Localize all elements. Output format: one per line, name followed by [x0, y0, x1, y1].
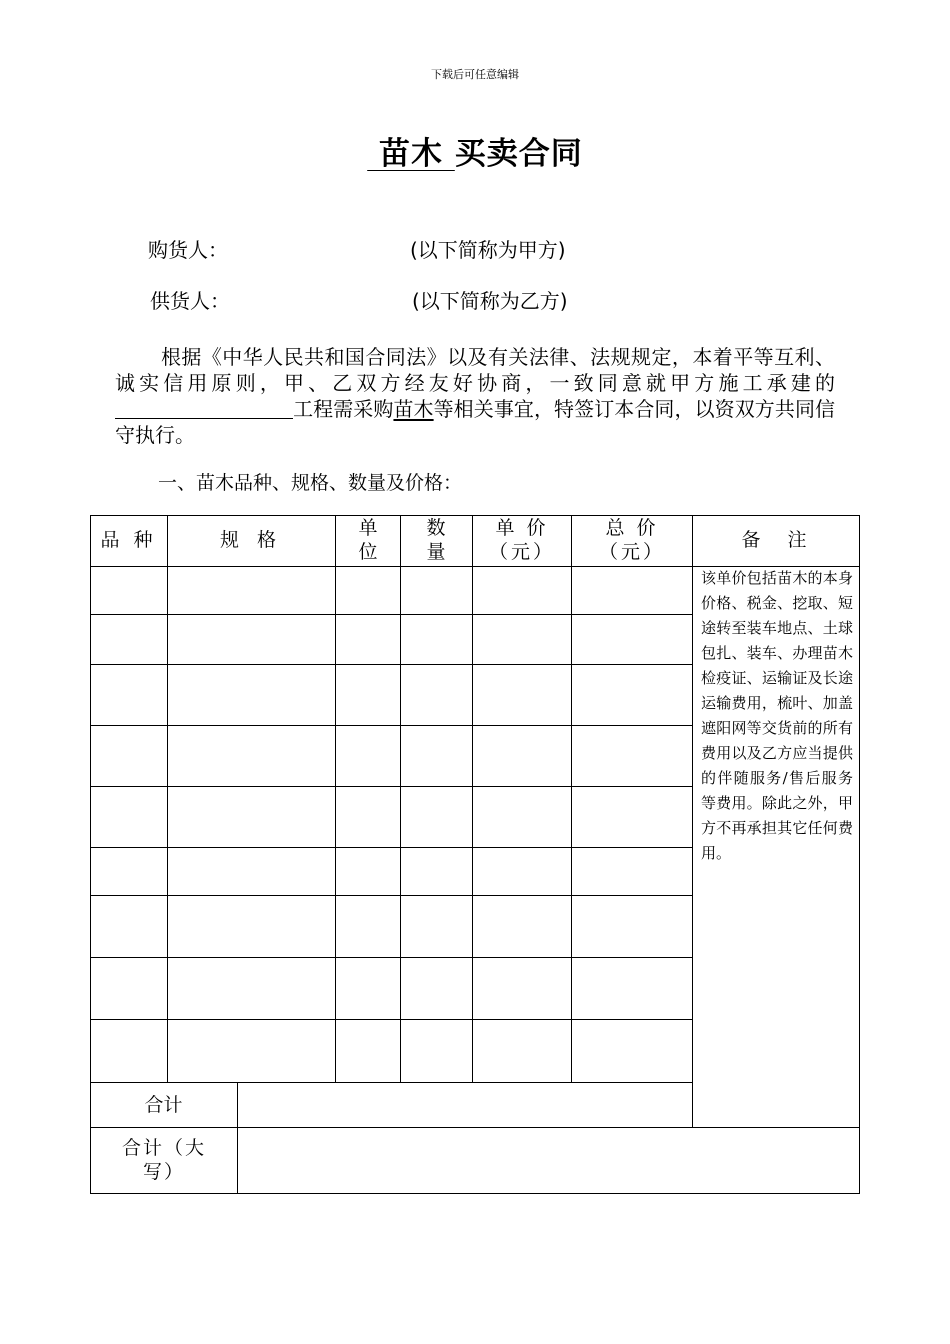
section-heading: 一、苗木品种、规格、数量及价格： [158, 472, 463, 494]
header-unit-price: 单 价 （元） [488, 517, 555, 563]
header-spec: 规 格 [219, 529, 283, 551]
total-upper-label: 合计（大写） [121, 1137, 206, 1183]
header-note: 下载后可任意编辑 [431, 68, 519, 81]
seller-alias: (以下简称为乙方) [412, 289, 568, 313]
buyer-alias: (以下简称为甲方) [410, 238, 566, 262]
underlined-word: 苗木 [393, 397, 434, 421]
seller-label: 供货人： [150, 289, 230, 313]
header-quantity: 数 量 [426, 517, 446, 563]
header-total-price: 总 价 （元） [598, 517, 665, 563]
title-underlined-part: 苗木 [379, 136, 443, 172]
header-unit: 单 位 [358, 517, 378, 563]
remark-note: 该单价包括苗木的本身价格、税金、挖取、短途转至装车地点、土球包扎、装车、办理苗木检疫证、运输证及长途运输费用，梳叶、加盖遮阳网等交货前的所有费用以及乙方应当提供的伴随服务/售后服务等费用。除此之外，甲方不再承担其它任何费用。 [701, 569, 853, 862]
buyer-label: 购货人： [148, 238, 228, 262]
total-label: 合计 [144, 1094, 183, 1116]
header-variety: 品 种 [100, 529, 157, 551]
title-rest: 买卖合同 [454, 136, 583, 172]
header-remark: 备 注 [741, 529, 811, 551]
contract-paragraph: 根据《中华人民共和国合同法》以及有关法律、法规规定，本着平等互利、诚实信用原则，甲、乙双方经友好协商，一致同意就甲方施工承建的工程需采购苗木等相关事宜，特签订本合同，以资双方共同信守执行。 [115, 345, 836, 447]
